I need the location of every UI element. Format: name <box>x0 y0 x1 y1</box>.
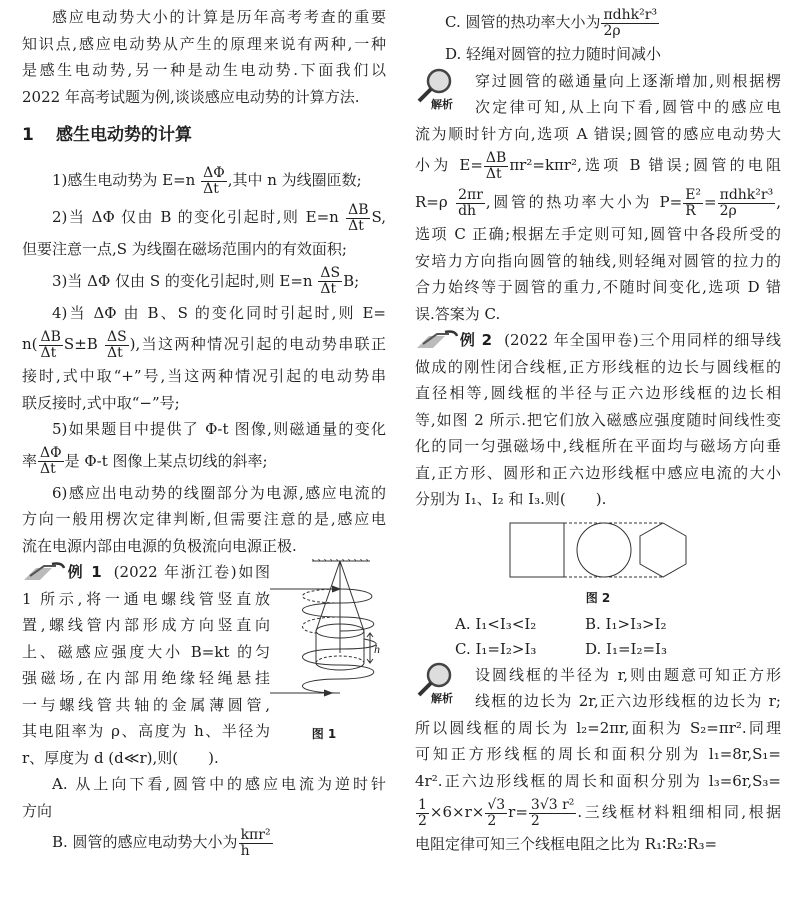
text-run: 误.答案为 C. <box>415 304 501 323</box>
text-paragraph <box>22 300 386 417</box>
text-paragraph <box>22 199 386 263</box>
fraction <box>683 188 703 219</box>
fraction-denominator: Δt <box>348 217 364 234</box>
text-line <box>22 162 386 199</box>
example-2 <box>415 327 781 513</box>
text-line <box>22 745 270 772</box>
text-run: 可知正方形线框的周长和面积分别为 l₁=8r,S₁= <box>415 745 781 763</box>
text-run: 直径相等,圆线框的半径与正六边形线框的边长相 <box>415 384 781 402</box>
fraction <box>318 266 342 297</box>
fraction <box>718 188 776 219</box>
analysis-label: 解析 <box>431 97 453 111</box>
option-paragraph <box>22 771 386 824</box>
text-line <box>415 486 781 513</box>
example-1-options <box>22 771 386 861</box>
analysis-2 <box>415 662 781 858</box>
text-line <box>22 798 386 825</box>
text-run: 所以圆线框的周长为 l₂=2πr,面积为 S₂=πr².同理 <box>415 718 781 737</box>
text-run: 流为顺时针方向,选项 A 错误;圆管的感应电动势大 <box>415 124 781 143</box>
analysis-paragraph <box>415 662 781 858</box>
text-line <box>415 741 781 768</box>
text-line <box>22 639 270 666</box>
text-run: 一与螺线管共轴的金属薄圆管, <box>22 695 270 714</box>
fraction-numerator: ΔB <box>485 149 507 166</box>
fraction-numerator: πdhk²r³ <box>603 6 658 23</box>
text-line <box>22 612 270 639</box>
analysis-1 <box>415 68 781 328</box>
fraction <box>105 330 129 361</box>
text-line <box>415 184 781 221</box>
section-number: 1 <box>22 125 34 145</box>
fraction <box>485 798 507 829</box>
text-line <box>415 715 781 742</box>
text-run: 穿过圆管的磁通量向上逐渐增加,则根据楞 <box>475 71 781 90</box>
text-run: 其电阻率为 ρ、高度为 h、半径为 <box>22 722 270 740</box>
section-heading <box>22 114 386 156</box>
fraction-numerator: 3√3 r² <box>530 796 575 813</box>
section-title: 感生电动势的计算 <box>56 125 192 145</box>
fraction-denominator: Δt <box>203 180 219 197</box>
fraction-denominator: Δt <box>320 281 337 297</box>
text-paragraph <box>22 480 386 560</box>
text-line <box>22 57 386 84</box>
text-run: (2022 年浙江卷)如图 <box>113 563 270 581</box>
fraction-numerator: ΔB <box>348 201 369 218</box>
text-run: 知识点,感应电动势从产生的原理来说有两种,一种 <box>22 34 386 53</box>
text-run: .三线框材料粗细相同,根据 <box>577 803 781 821</box>
text-run: 小为 E= <box>415 156 483 174</box>
wire-frames-diagram <box>508 521 688 579</box>
text-line <box>22 4 386 31</box>
choice-c: C. I₁=I₂>I₃ <box>455 639 537 658</box>
fraction-denominator: Δt <box>106 344 123 361</box>
text-run: 线框的边长为 2r,正六边形线框的边长为 r; <box>475 692 781 710</box>
text-line <box>22 263 386 300</box>
text-run: ×6×r× <box>429 803 485 821</box>
text-line <box>415 221 781 248</box>
text-run: 4r².正六边形线框的周长和面积分别为 l₃=6r,S₃= <box>415 771 781 790</box>
text-paragraph <box>22 4 386 110</box>
text-run: 设圆线框的半径为 r,则由题意可知正方形 <box>475 665 781 684</box>
text-line <box>415 147 781 184</box>
text-run: πr²=kπr²,选项 B 错误;圆管的电阻 <box>509 156 781 174</box>
text-run: A. 从上向下看,圆管中的感应电流为逆时针 <box>52 775 386 793</box>
pen-paper-icon <box>22 562 66 584</box>
text-line <box>22 300 386 327</box>
text-line <box>22 390 386 417</box>
text-run: R=ρ <box>415 193 456 211</box>
text-run: S±B <box>63 335 104 353</box>
text-line <box>22 506 386 533</box>
circle-frame <box>577 523 631 577</box>
text-paragraph <box>22 263 386 300</box>
text-run: 接时,式中取“+”号,当这两种情况引起的电动势串 <box>22 367 386 385</box>
example-paragraph <box>22 559 270 771</box>
example-paragraph <box>415 327 781 513</box>
option-paragraph <box>415 41 781 68</box>
text-run: 1 所示,将一通电螺线管竖直放 <box>22 589 270 608</box>
analysis-paragraph <box>415 68 781 328</box>
text-line <box>415 41 781 68</box>
fraction <box>456 188 485 219</box>
text-run: 2022 年高考试题为例,谈谈感应电动势的计算方法. <box>22 87 360 106</box>
text-run: 方向 <box>22 801 53 820</box>
fraction <box>529 798 577 829</box>
example-1-options-cont <box>415 4 781 68</box>
right-column <box>415 4 781 858</box>
text-line <box>475 662 781 689</box>
example-1-text <box>22 559 270 771</box>
square-frame <box>510 523 564 577</box>
text-run: S, <box>371 208 386 226</box>
text-run: ,圆管的热功率大小为 P= <box>485 193 683 211</box>
text-line <box>22 771 386 798</box>
text-run: 安培力方向指向圆管的轴线,则轻绳对圆管的拉力的 <box>415 251 781 270</box>
text-line <box>475 94 781 121</box>
text-line <box>22 84 386 111</box>
fraction-denominator: h <box>240 842 250 859</box>
fraction-numerator: ΔS <box>106 328 127 345</box>
analysis-label: 解析 <box>431 691 453 705</box>
fraction-denominator: 2 <box>487 812 497 829</box>
fraction-numerator: ΔB <box>40 328 61 345</box>
text-line <box>415 380 781 407</box>
text-run: 3)当 ΔΦ 仅由 S 的变化引起时,则 E=n <box>52 271 318 290</box>
text-line <box>22 236 386 263</box>
fraction <box>416 798 429 829</box>
text-run: 次定律可知,从上向下看,圆管中的感应电 <box>475 98 781 116</box>
fraction <box>38 446 64 477</box>
height-label: h <box>374 642 380 656</box>
text-run: 2)当 ΔΦ 仅由 B 的变化引起时,则 E=n <box>52 208 346 226</box>
option-paragraph <box>415 4 781 41</box>
text-line <box>22 586 270 613</box>
text-run: (2022 年全国甲卷)三个用同样的细导线 <box>504 331 781 349</box>
figure-1 <box>270 559 386 771</box>
text-line <box>22 416 386 443</box>
text-run: D. 轻绳对圆管的拉力随时间减小 <box>445 45 662 63</box>
left-column <box>22 4 386 861</box>
text-run: 感应电动势大小的计算是历年高考考查的重要 <box>52 8 386 26</box>
text-line <box>22 31 386 58</box>
text-line <box>22 199 386 236</box>
text-run: 上、磁感应强度大小 B=kt 的匀 <box>22 642 270 661</box>
fraction <box>484 151 508 182</box>
text-run: 是 Φ-t 图像上某点切线的斜率; <box>64 451 268 470</box>
text-run: 电阻定律可知三个线框电阻之比为 R₁∶R₂∶R₃= <box>415 835 718 853</box>
text-run: r= <box>508 803 528 821</box>
text-line <box>415 407 781 434</box>
text-line <box>22 363 386 390</box>
intro-section <box>22 4 386 110</box>
text-line <box>22 718 270 745</box>
text-line <box>415 831 781 858</box>
text-line <box>415 433 781 460</box>
text-line <box>22 559 270 586</box>
fraction-numerator: √3 <box>487 796 506 813</box>
figure-1-caption: 图 1 <box>311 727 337 741</box>
option-paragraph <box>22 824 386 861</box>
text-run: ),当这两种情况引起的电动势串联正 <box>129 335 387 353</box>
fraction-numerator: πdhk²r³ <box>719 186 774 203</box>
text-run: 分别为 I₁、I₂ 和 I₃.则( ). <box>415 490 607 508</box>
fraction-denominator: Δt <box>485 165 502 182</box>
text-run: 1)感生电动势为 E=n <box>52 171 201 189</box>
text-run: 率 <box>22 451 38 470</box>
choice-b: B. I₁>I₃>I₂ <box>585 614 667 633</box>
text-line <box>22 824 386 861</box>
text-run: 是感生电动势,另一种是动生电动势.下面我们以 <box>22 61 386 79</box>
fraction-numerator: ΔS <box>320 265 341 281</box>
fraction-numerator: 1 <box>418 796 427 813</box>
text-line <box>22 326 386 363</box>
fraction-denominator: Δt <box>40 461 56 477</box>
example-2-choices <box>455 612 781 662</box>
text-line <box>415 4 781 41</box>
fraction-denominator: 2 <box>418 812 427 829</box>
text-line <box>22 533 386 560</box>
fraction-denominator: dh <box>458 202 477 219</box>
text-run: C. 圆管的热功率大小为 <box>445 13 601 31</box>
fraction-denominator: R <box>685 202 696 219</box>
fraction <box>201 166 227 197</box>
text-run: 方向一般用楞次定律判断,但需要注意的是,感应电 <box>22 510 386 528</box>
choice-a: A. I₁<I₃<I₂ <box>455 614 537 633</box>
text-run: 5)如果题目中提供了 Φ-t 图像,则磁通量的变化 <box>52 420 386 438</box>
text-run: 流在电源内部由电源的负极流向电源正极. <box>22 536 297 555</box>
text-run: n( <box>22 335 38 353</box>
text-line <box>22 665 270 692</box>
text-run: 合力始终等于圆管的重力,不随时间变化,选项 D 错 <box>415 278 781 296</box>
text-run: 化的同一匀强磁场中,线框所在平面均与磁场方向垂 <box>415 437 781 455</box>
text-run: ,其中 n 为线圈匝数; <box>227 171 362 189</box>
text-run: 4)当 ΔΦ 由 B、S 的变化同时引起时,则 E= <box>52 303 386 322</box>
text-line <box>415 274 781 301</box>
text-line <box>415 768 781 795</box>
text-line <box>415 354 781 381</box>
hexagon-frame <box>640 523 686 577</box>
text-run: 选项 C 正确;根据左手定则可知,圆管中各段所受的 <box>415 225 781 243</box>
text-line <box>415 121 781 148</box>
text-run: 置,螺线管内部形成方向竖直向 <box>22 616 270 634</box>
figure-2-caption: 图 2 <box>585 590 611 605</box>
magnifier-icon <box>415 662 475 714</box>
fraction <box>239 828 273 859</box>
fraction-numerator: kπr² <box>240 826 271 843</box>
text-line <box>22 480 386 507</box>
text-line <box>475 688 781 715</box>
fraction-numerator: 2πr <box>458 186 483 203</box>
text-run: B; <box>343 271 360 290</box>
pen-paper-icon <box>415 330 459 352</box>
text-run: B. 圆管的感应电动势大小为 <box>52 833 238 851</box>
example-1 <box>22 559 386 771</box>
text-paragraph <box>22 162 386 199</box>
formula-list <box>22 162 386 559</box>
text-line <box>22 443 386 480</box>
fraction-denominator: 2ρ <box>603 22 621 39</box>
text-line <box>415 327 781 354</box>
text-line <box>415 794 781 831</box>
fraction-denominator: Δt <box>40 344 57 361</box>
text-line <box>415 248 781 275</box>
fraction <box>39 330 63 361</box>
fraction-numerator: ΔΦ <box>40 445 62 461</box>
text-run: 强磁场,在内部用绝缘轻绳悬挂 <box>22 669 270 687</box>
fraction <box>346 203 370 234</box>
text-paragraph <box>22 416 386 480</box>
magnifier-icon <box>415 68 475 120</box>
text-line <box>475 68 781 95</box>
text-line <box>22 692 270 719</box>
text-run: 做成的刚性闭合线框,正方形线框的边长与圆线框的 <box>415 357 781 376</box>
text-run: 但要注意一点,S 为线圈在磁场范围内的有效面积; <box>22 240 347 258</box>
figure-2 <box>415 521 781 606</box>
text-line <box>415 301 781 328</box>
text-run: r、厚度为 d (d≪r),则( ). <box>22 748 219 767</box>
text-run: , <box>776 193 781 211</box>
solenoid-diagram <box>270 559 386 719</box>
choice-d: D. I₁=I₂=I₃ <box>585 639 667 658</box>
example-label: 例 2 <box>459 331 493 349</box>
text-run: 6)感应出电动势的线圈部分为电源,感应电流的 <box>52 483 386 502</box>
text-run: = <box>704 193 717 211</box>
text-run: 直,正方形、圆形和正六边形线框中感应电流的大小 <box>415 463 781 482</box>
text-run: 等,如图 2 所示.把它们放入磁感应强度随时间线性变 <box>415 410 781 429</box>
text-run: 联反接时,式中取“−”号; <box>22 393 180 412</box>
fraction-numerator: ΔΦ <box>203 164 225 181</box>
text-line <box>415 460 781 487</box>
fraction <box>601 8 659 39</box>
example-label: 例 1 <box>66 563 102 581</box>
fraction-denominator: 2 <box>530 812 540 829</box>
fraction-denominator: 2ρ <box>719 202 737 219</box>
fraction-numerator: E² <box>685 186 702 203</box>
